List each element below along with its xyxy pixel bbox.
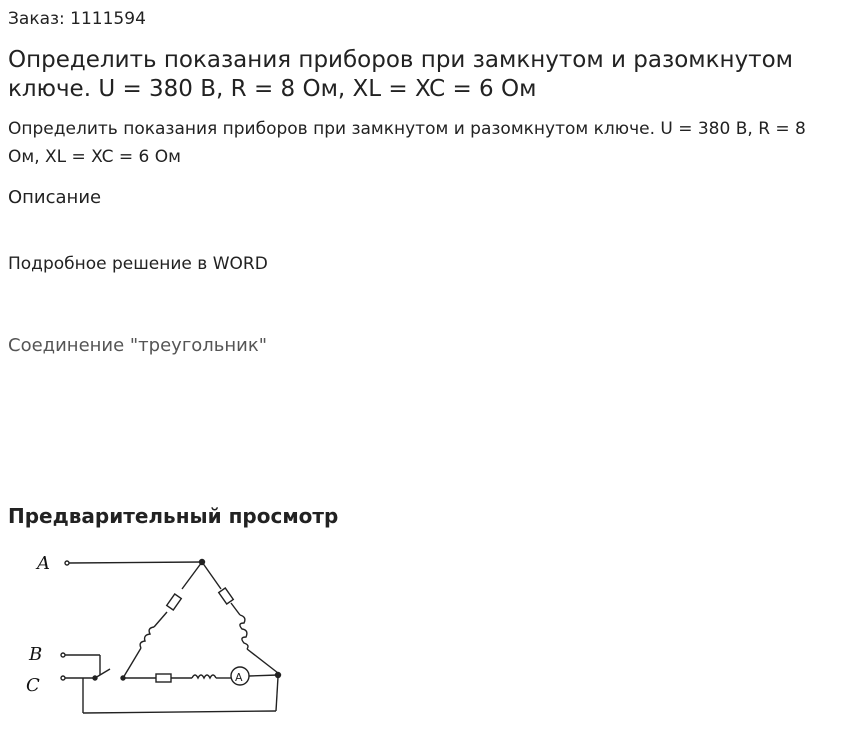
ammeter-label: A	[235, 671, 243, 684]
terminal-a	[65, 561, 69, 565]
solution-note: Подробное решение в WORD	[8, 254, 268, 274]
inductor-left	[140, 627, 154, 648]
node-label-c: C	[26, 675, 40, 696]
resistor-left	[167, 594, 182, 610]
terminal-c	[61, 676, 65, 680]
resistor-bottom	[156, 674, 171, 682]
inductor-right	[240, 615, 248, 649]
page-title: Определить показания приборов при замкнутом и разомкнутом ключе. U = 380 В, R = 8 Ом, XL = XC = 6 Ом	[8, 47, 793, 102]
node-label-b: B	[29, 644, 43, 665]
inductor-bottom	[192, 675, 216, 678]
switch-blade	[95, 669, 110, 678]
node-label-a: A	[37, 553, 50, 574]
terminal-b	[61, 653, 65, 657]
preview-heading: Предварительный просмотр	[8, 504, 339, 528]
circuit-diagram	[20, 545, 300, 725]
task-statement: Определить показания приборов при замкнутом и разомкнутом ключе. U = 380 В, R = 8 Ом, XL = XC = 6 Ом	[8, 119, 806, 167]
order-number: Заказ: 1111594	[8, 9, 146, 29]
connection-type: Соединение "треугольник"	[8, 335, 268, 356]
description-label: Описание	[8, 187, 102, 208]
resistor-right	[219, 588, 234, 604]
circuit-preview-image	[20, 545, 300, 725]
